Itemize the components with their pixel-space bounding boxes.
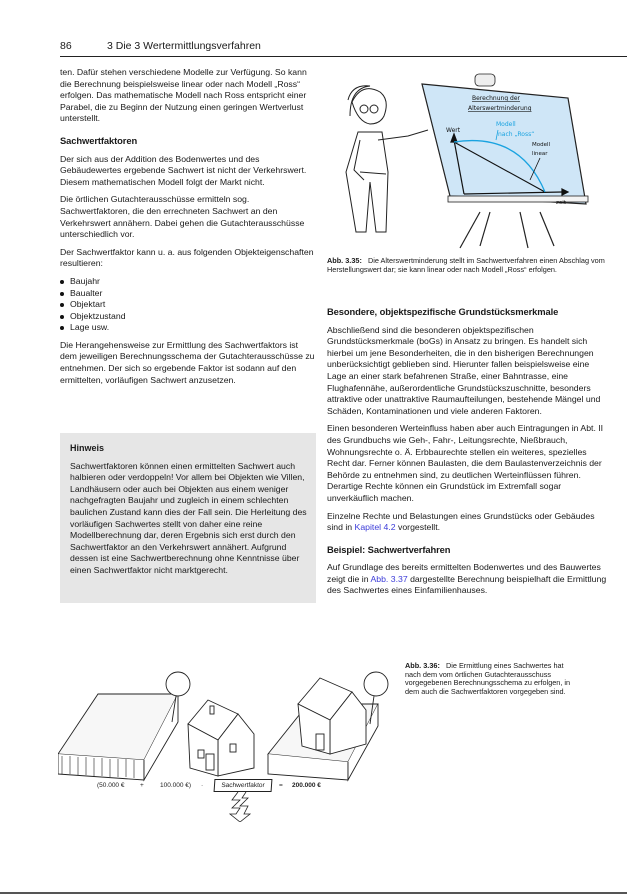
list-item: Baualter bbox=[60, 288, 316, 300]
sachwertfaktor-box: Sachwertfaktor bbox=[214, 779, 273, 792]
lightning-arrow-icon bbox=[226, 792, 256, 822]
link-abb-3-37[interactable]: Abb. 3.37 bbox=[370, 573, 408, 584]
link-kapitel-4-2[interactable]: Kapitel 4.2 bbox=[354, 522, 396, 533]
page-number: 86 bbox=[60, 40, 72, 52]
paragraph: Die örtlichen Gutachterausschüsse ermitteln sog. Sachwertfaktoren, die den errechneten Sachwert an den Verkehrswert annähern. Dabei gehen die Gutachterausschüsse unterschiedlich vor. bbox=[60, 194, 305, 240]
svg-text:Alterswertminderung: Alterswertminderung bbox=[468, 105, 532, 112]
caption-text: Die Alterswertminderung stellt im Sachwertverfahren einen Abschlag vom Herstellungswert dar; sie kann linear oder nach Modell „Ross“ erfolgen. bbox=[327, 256, 605, 274]
intro-paragraph: ten. Dafür stehen verschiedene Modelle zur Verfügung. So kann die Berechnung beispielsweise linear oder nach Modell „Ross“ erfolgen. Das mathematische Modell nach Ross entspricht einer Parabel, die zu Beginn der Nutzung einen geringen Wertverlust unterstellt. bbox=[60, 67, 307, 124]
equation-plus: + bbox=[140, 782, 144, 789]
list-item: Baujahr bbox=[60, 276, 316, 288]
easel-chart-illustration bbox=[330, 62, 620, 252]
hint-title: Hinweis bbox=[70, 443, 105, 453]
list-item: Objektart bbox=[60, 299, 316, 311]
reference-paragraph: Einzelne Rechte und Belastungen eines Grundstücks oder Gebäudes sind in Kapitel 4.2 vorgestellt. bbox=[327, 510, 595, 533]
figure-caption-3-35 bbox=[327, 257, 610, 274]
caption-label: Abb. 3.36: bbox=[405, 661, 440, 670]
hint-text: Sachwertfaktoren können einen ermittelten Sachwert auch halbieren oder verdoppeln! Vor allem bei Objekten wie Villen, Landhäusern oder auch bei Objekten aus einem weniger nachgefragten Baujahr und zugleich in einem schlechten baulichen Zustand kann dies der Fall sein. Die Herleitung des vorläufigen Sachwertes stellt von daher eine reine Modellberechnung dar, deren Ergebnis sich erst durch den Sachwertfaktor an den Verkehrswert annähert. Aufgrund dessen ist eine Sachwertberechnung ohne Kenntnisse über einen Sachwertfaktor nicht marktgerecht. bbox=[70, 460, 307, 575]
equation-land-value: (50.000 € bbox=[97, 782, 125, 789]
equation-result: 200.000 € bbox=[292, 782, 321, 789]
closing-paragraph: Die Herangehensweise zur Ermittlung des Sachwertfaktors ist dem jeweiligen Berechnungsschema der Gutachterausschüsse zu entnehmen. Der sich so ergebende Faktor ist sodann auf den ermittelten, vorläufigen Sachwert anzusetzen. bbox=[60, 339, 315, 385]
svg-text:Modell: Modell bbox=[532, 142, 551, 148]
paragraph: Abschließend sind die besonderen objektspezifischen Grundstücksmerkmale (boGs) in Ansatz zu bringen. Es handelt sich hierbei um jene Besonderheiten, die in den bisherigen Berechnungen unberücksichtigt geblieben sind. Hierunter fallen beispielsweise eine Lage an einer stark befahrenen Straße, einer Bahntrasse, eine Flughafennähe, außerordentliche Grundstückszuschnitte, besonders attraktive oder unattraktive Raumaufteilungen, bestehende Mängel und Schäden, Kontaminationen und viele anderen Faktoren. bbox=[327, 324, 601, 416]
property-factor-list bbox=[60, 276, 316, 334]
paragraph: Einen besonderen Werteinfluss haben aber auch Eintragungen in Abt. II des Grundbuchs wie Geh-, Fahr-, Leitungsrechte, Nießbrauch, Wohnungsrechte o. Ä. Erbbaurechte stellen ein weiteres, spezielles Recht dar. Ferner können Baulasten, die dem Baulastenverzeichnis der Behörde zu entnehmen sind, zu deutlichen Werteinflüssen führen. Derartige Rechte können ein Grundstück im Extremfall sogar unverkäuflich machen. bbox=[327, 423, 604, 503]
list-item: Lage usw. bbox=[60, 322, 316, 334]
figure-easel-illustration bbox=[330, 62, 620, 252]
houses-illustration bbox=[58, 664, 398, 784]
house-with-land-icon bbox=[268, 672, 388, 780]
hint-box bbox=[60, 433, 316, 603]
list-item: Objektzustand bbox=[60, 311, 316, 323]
caption-text: Die Ermittlung eines Sachwertes hat nach dem vom örtlichen Gutachterausschuss vorgegebenen Berechnungsschema zu erfolgen, in dem auch die Sachwertfaktoren vorgegeben sind. bbox=[405, 661, 571, 696]
svg-text:Berechnung der: Berechnung der bbox=[472, 95, 521, 102]
house-icon bbox=[188, 700, 254, 776]
svg-text:nach „Ross“: nach „Ross“ bbox=[498, 131, 535, 138]
svg-text:linear: linear bbox=[532, 151, 548, 157]
svg-text:Modell: Modell bbox=[496, 121, 516, 128]
equation-times: · bbox=[201, 782, 204, 789]
right-column bbox=[327, 296, 610, 603]
left-column bbox=[60, 67, 316, 392]
section-heading-sachwertfaktoren: Sachwertfaktoren bbox=[60, 134, 138, 146]
board-icon bbox=[422, 84, 586, 204]
equation-building-value: 100.000 €) bbox=[160, 782, 192, 789]
equation-equals: = bbox=[279, 782, 283, 789]
presenter-figure-icon bbox=[346, 86, 428, 232]
figure-caption-3-36 bbox=[405, 662, 575, 696]
chapter-title: 3 Die 3 Wertermittlungsverfahren bbox=[107, 40, 261, 52]
paragraph: Der sich aus der Addition des Bodenwertes und des Gebäudewertes ergebende Sachwert ist nicht der Verkehrswert. Diesem mathematischen Modell folgt der Markt nicht. bbox=[60, 153, 307, 187]
svg-text:zeit: zeit bbox=[556, 200, 566, 206]
example-heading: Beispiel: Sachwertverfahren bbox=[327, 543, 451, 555]
caption-label: Abb. 3.35: bbox=[327, 256, 362, 265]
section-heading-bogs: Besondere, objektspezifische Grundstücksmerkmale bbox=[327, 306, 559, 317]
easel-legs-icon bbox=[460, 212, 554, 248]
example-paragraph: Auf Grundlage des bereits ermittelten Bodenwertes und des Bauwertes zeigt die in Abb. 3.37 dargestellte Berechnung beispielhaft die Ermittlung des Sachwertes eines Einfamilienhauses. bbox=[327, 562, 607, 596]
paragraph: Der Sachwertfaktor kann u. a. aus folgenden Objekteigenschaften resultieren: bbox=[60, 246, 314, 269]
running-header bbox=[60, 38, 627, 57]
svg-text:Wert: Wert bbox=[446, 127, 461, 134]
land-plot-icon bbox=[58, 672, 190, 780]
